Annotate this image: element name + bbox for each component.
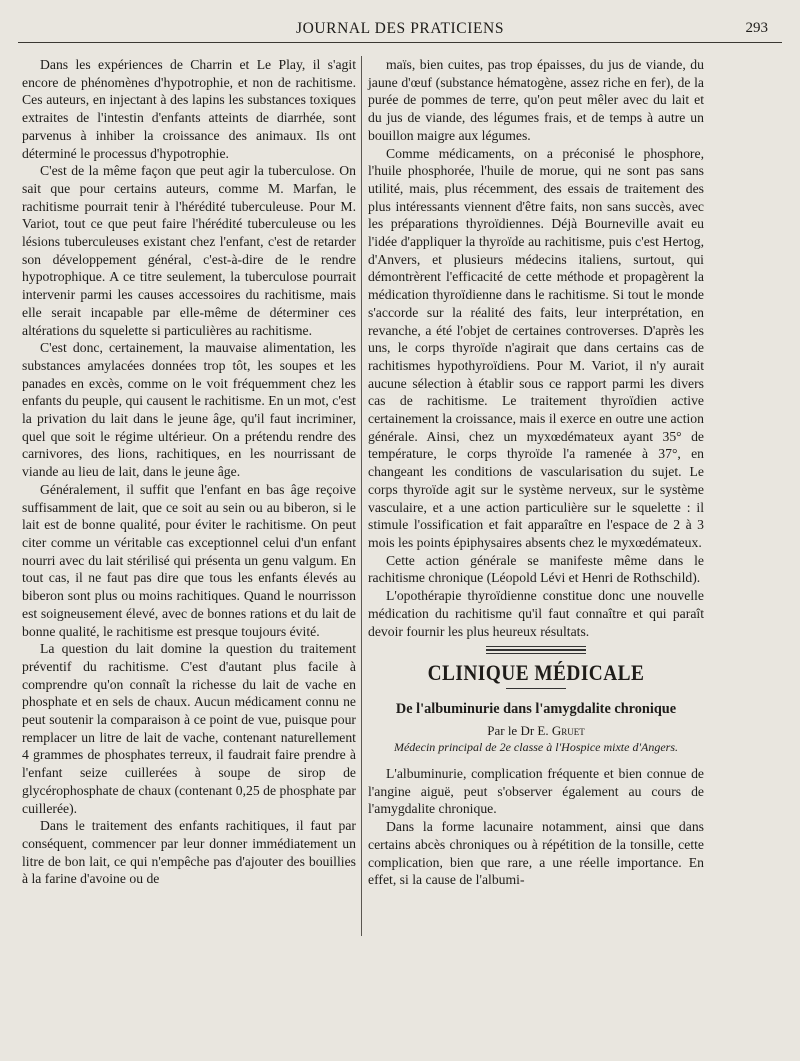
paragraph: C'est donc, certainement, la mauvaise alimentation, les substances amylacées données trop tôt, les soupes et les panades en excès, comme on le voit fréquemment chez les enfants du peuple, qui causent le rachitisme. En un mot, c'est la privation du lait dans le jeune âge, qu'il faut incriminer, quel que soit le régime ultérieur. On a prétendu rendre des carnivores, des lions, rachitiques, en les nourrissant de viande au lieu de lait, dans le jeune âge. [22,340,356,480]
paragraph: La question du lait domine la question du traitement préventif du rachitisme. C'est d'autant plus facile à comprendre qu'on connaît la richesse du lait de vache en phosphate et en sels de chaux. Aucun médicament connu ne peut soutenir la comparaison à ce point de vue, puisque pour remplacer un litre de lait de vache, contenant naturellement 4 grammes de phosphates terreux, il faudrait faire prendre à l'enfant seize cuillerées à soupe de sirop de glycérophosphate de chaux (contenant 0,25 de phosphate par cuillerée). [22,641,356,816]
section-heading: CLINIQUE MÉDICALE [427,660,645,686]
paragraph: Dans la forme lacunaire notamment, ainsi que dans certains abcès chroniques ou à répétition de la tonsille, cette complication, bien que rare, a une réelle importance. En effet, si la cause de l'albumi- [368,819,704,888]
paragraph: Dans les expériences de Charrin et Le Play, il s'agit encore de phénomènes d'hypotrophie, et non de rachitisme. Ces auteurs, en injectant à des lapins les substances toxiques extraites de l'intestin d'enfants atteints de diarrhée, sont parvenus à inhiber la croissance des animaux. Ils ont déterminé le processus d'hypotrophie. [22,57,356,161]
running-header [18,16,782,44]
paragraph: Dans le traitement des enfants rachitiques, il faut par conséquent, commencer par leur donner immédiatement un litre de bon lait, ce qui n'empêche pas d'ajouter des bouillies à la farine d'avoine ou de [22,818,356,887]
heading-rule [506,688,566,689]
paragraph: Cette action générale se manifeste même dans le rachitisme chronique (Léopold Lévi et Henri de Rothschild). [368,552,704,586]
journal-title: JOURNAL DES PRATICIENS [295,20,505,37]
paragraph: L'albuminurie, complication fréquente et bien connue de l'angine aiguë, peut s'observer également au cours de l'amygdalite chronique. [368,766,704,817]
article-title: De l'albuminurie dans l'amygdalite chronique [395,700,677,717]
page-number: 293 [745,20,768,36]
section-ornament [486,646,586,654]
left-column [22,56,356,888]
byline [368,722,704,740]
paragraph: Généralement, il suffit que l'enfant en bas âge reçoive suffisamment de lait, que ce soit au sein ou au biberon, si le lait est de bonne qualité, pour éviter le rachitisme. On peut citer comme un véritable cas exceptionnel celui d'un enfant nourri avec du lait stérilisé qui présenta un genu valgum. En tout cas, il ne faut pas dire que tous les enfants élevés au biberon sont plus ou moins rachitiques. Quand le nourrisson est soigneusement élevé, avec de bonnes rations et du lait de bonne qualité, le rachitisme est presque toujours évité. [22,481,356,639]
paragraph: Comme médicaments, on a préconisé le phosphore, l'huile phosphorée, l'huile de morue, qui ne sont pas sans utilité, mais, plus récemment, des essais de traitement des plus intéressants viennent d'être faits, non sans succès, avec les préparations thyroïdiennes. Déjà Bourneville avait eu l'idée d'appliquer la thyroïde au rachitisme, puis c'est Hertog, d'Anvers, et plusieurs médecins italiens, surtout, qui démontrèrent l'efficacité de cette méthode et propagèrent la médication thyroïdienne dans le rachitisme. Si tout le monde s'accorde sur la réalité des faits, leur interprétation, en revanche, a été l'objet de certaines controverses. D'après les uns, le corps thyroïde n'agirait que dans certains cas de rachitismes hypothyroïdiens. Pour M. Variot, il n'y aurait aucune sélection à établir sous ce rapport parmi les divers cas de rachitisme. Le traitement thyroïdien active certainement la croissance, mais il exerce en outre une action générale. Ainsi, chez un myxœdémateux ayant 35° de température, le corps thyroïde l'a ramenée à 37°, en changeant les conditions de vascularisation du sujet. Le corps thyroïde agit sur le système nerveux, sur le système vasculaire, et a une action particulière sur le squelette : il stimule l'ossification et fait apparaître en l'espace de 2 à 3 mois les points épiphysaires absents chez le myxœdémateux. [368,145,704,550]
paragraph: L'opothérapie thyroïdienne constitue donc une nouvelle médication du rachitisme qu'il faut connaître et qui paraît devoir fournir les plus heureux résultats. [368,588,704,639]
paragraph: maïs, bien cuites, pas trop épaisses, du jus de viande, du jaune d'œuf (substance hématogène, assez riche en fer), de la purée de pommes de terre, qu'on peut mêler avec du lait et du jus de viande, des légumes frais, et de temps à autre un bouillon maigre aux légumes. [368,57,704,143]
byline-prefix: Par le Dr E. [487,722,549,738]
paragraph: C'est de la même façon que peut agir la tuberculose. On sait que pour certains auteurs, comme M. Marfan, le rachitisme pourrait tenir à l'hérédité tuberculeuse. Pour M. Variot, tout ce que peut faire l'hérédité tuberculeuse ou les lésions tuberculeuses existant chez l'enfant, c'est de retarder son développement général, c'est-à-dire de le rendre hypotrophique. A ce titre seulement, la tuberculose pourrait intervenir parmi les causes accessoires du rachitisme, mais elle serait incapable par elle-même de déterminer ces altérations du squelette si particulières au rachitisme. [22,163,356,338]
author-name: Gruet [551,722,585,738]
header-rule [18,42,782,43]
column-divider [361,56,362,936]
author-affiliation: Médecin principal de 2e classe à l'Hospice mixte d'Angers. [393,740,679,755]
right-column [368,56,704,889]
